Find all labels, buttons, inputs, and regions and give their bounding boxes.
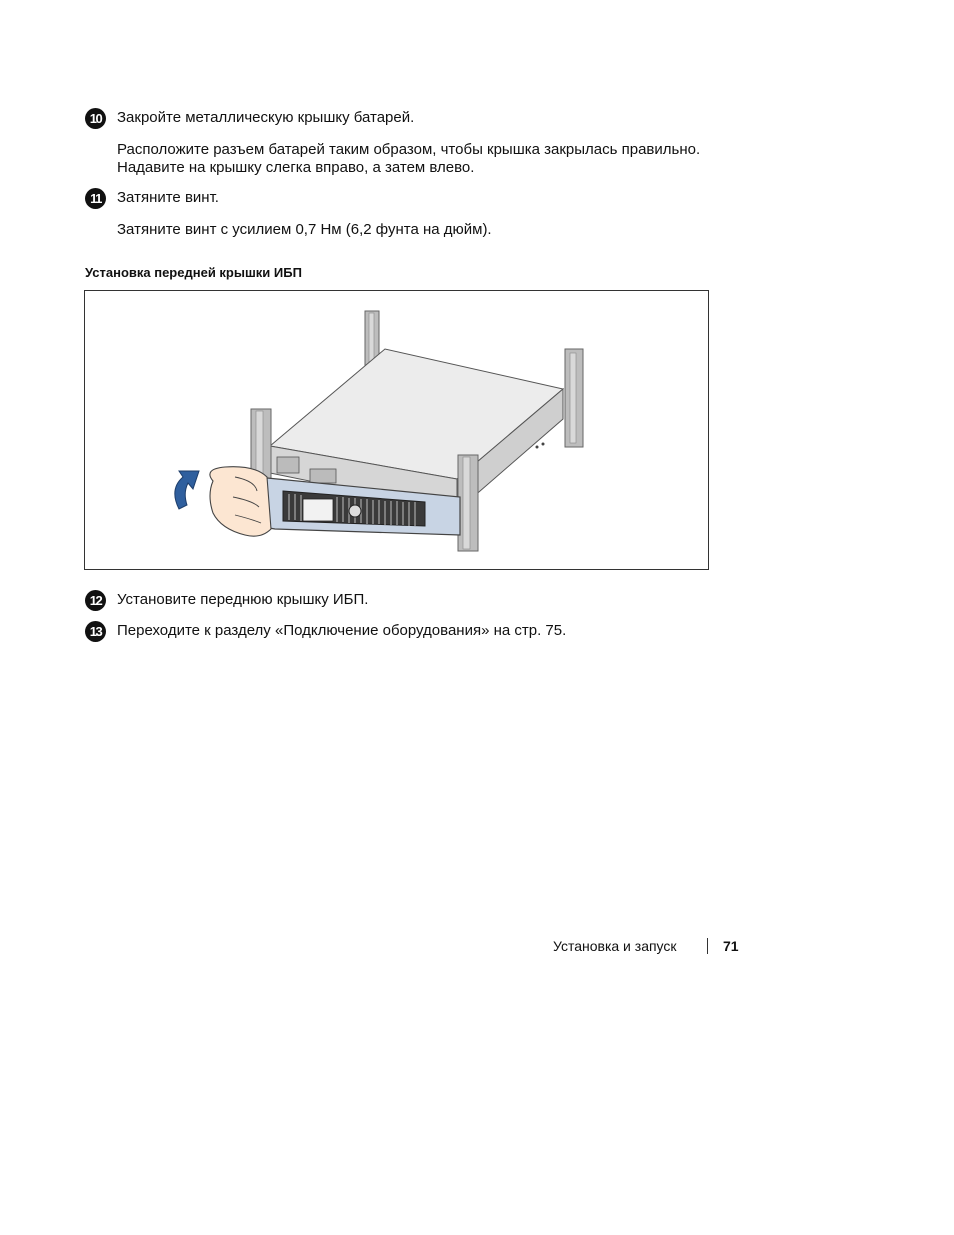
step-detail: Расположите разъем батарей таким образом, чтобы крышка закрылась правильно. [117, 141, 701, 158]
figure-ups-front-cover [84, 290, 709, 570]
page-number: 71 [723, 938, 739, 954]
step-detail: Затяните винт с усилием 0,7 Нм (6,2 фунта на дюйм). [117, 221, 492, 238]
footer-divider [707, 938, 708, 954]
step-number-badge: 12 [85, 590, 106, 611]
step-number-badge: 10 [85, 108, 106, 129]
hand-icon [210, 467, 271, 536]
figure-caption: Установка передней крышки ИБП [85, 265, 302, 280]
step-12 [85, 590, 368, 611]
step-10 [85, 108, 414, 129]
step-title: Закройте металлическую крышку батарей. [117, 109, 415, 126]
footer-section-title: Установка и запуск [553, 938, 677, 954]
ups-cover-illustration [85, 291, 708, 569]
rotation-arrow-icon [175, 471, 199, 509]
step-title: Переходите к разделу «Подключение оборудования» на стр. 75. [117, 622, 567, 639]
step-13 [85, 621, 566, 642]
step-detail: Надавите на крышку слегка вправо, а затем влево. [117, 159, 475, 176]
step-11 [85, 188, 219, 209]
step-title: Затяните винт. [117, 189, 219, 206]
step-number-badge: 11 [85, 188, 106, 209]
step-number-badge: 13 [85, 621, 106, 642]
step-title: Установите переднюю крышку ИБП. [117, 591, 369, 608]
